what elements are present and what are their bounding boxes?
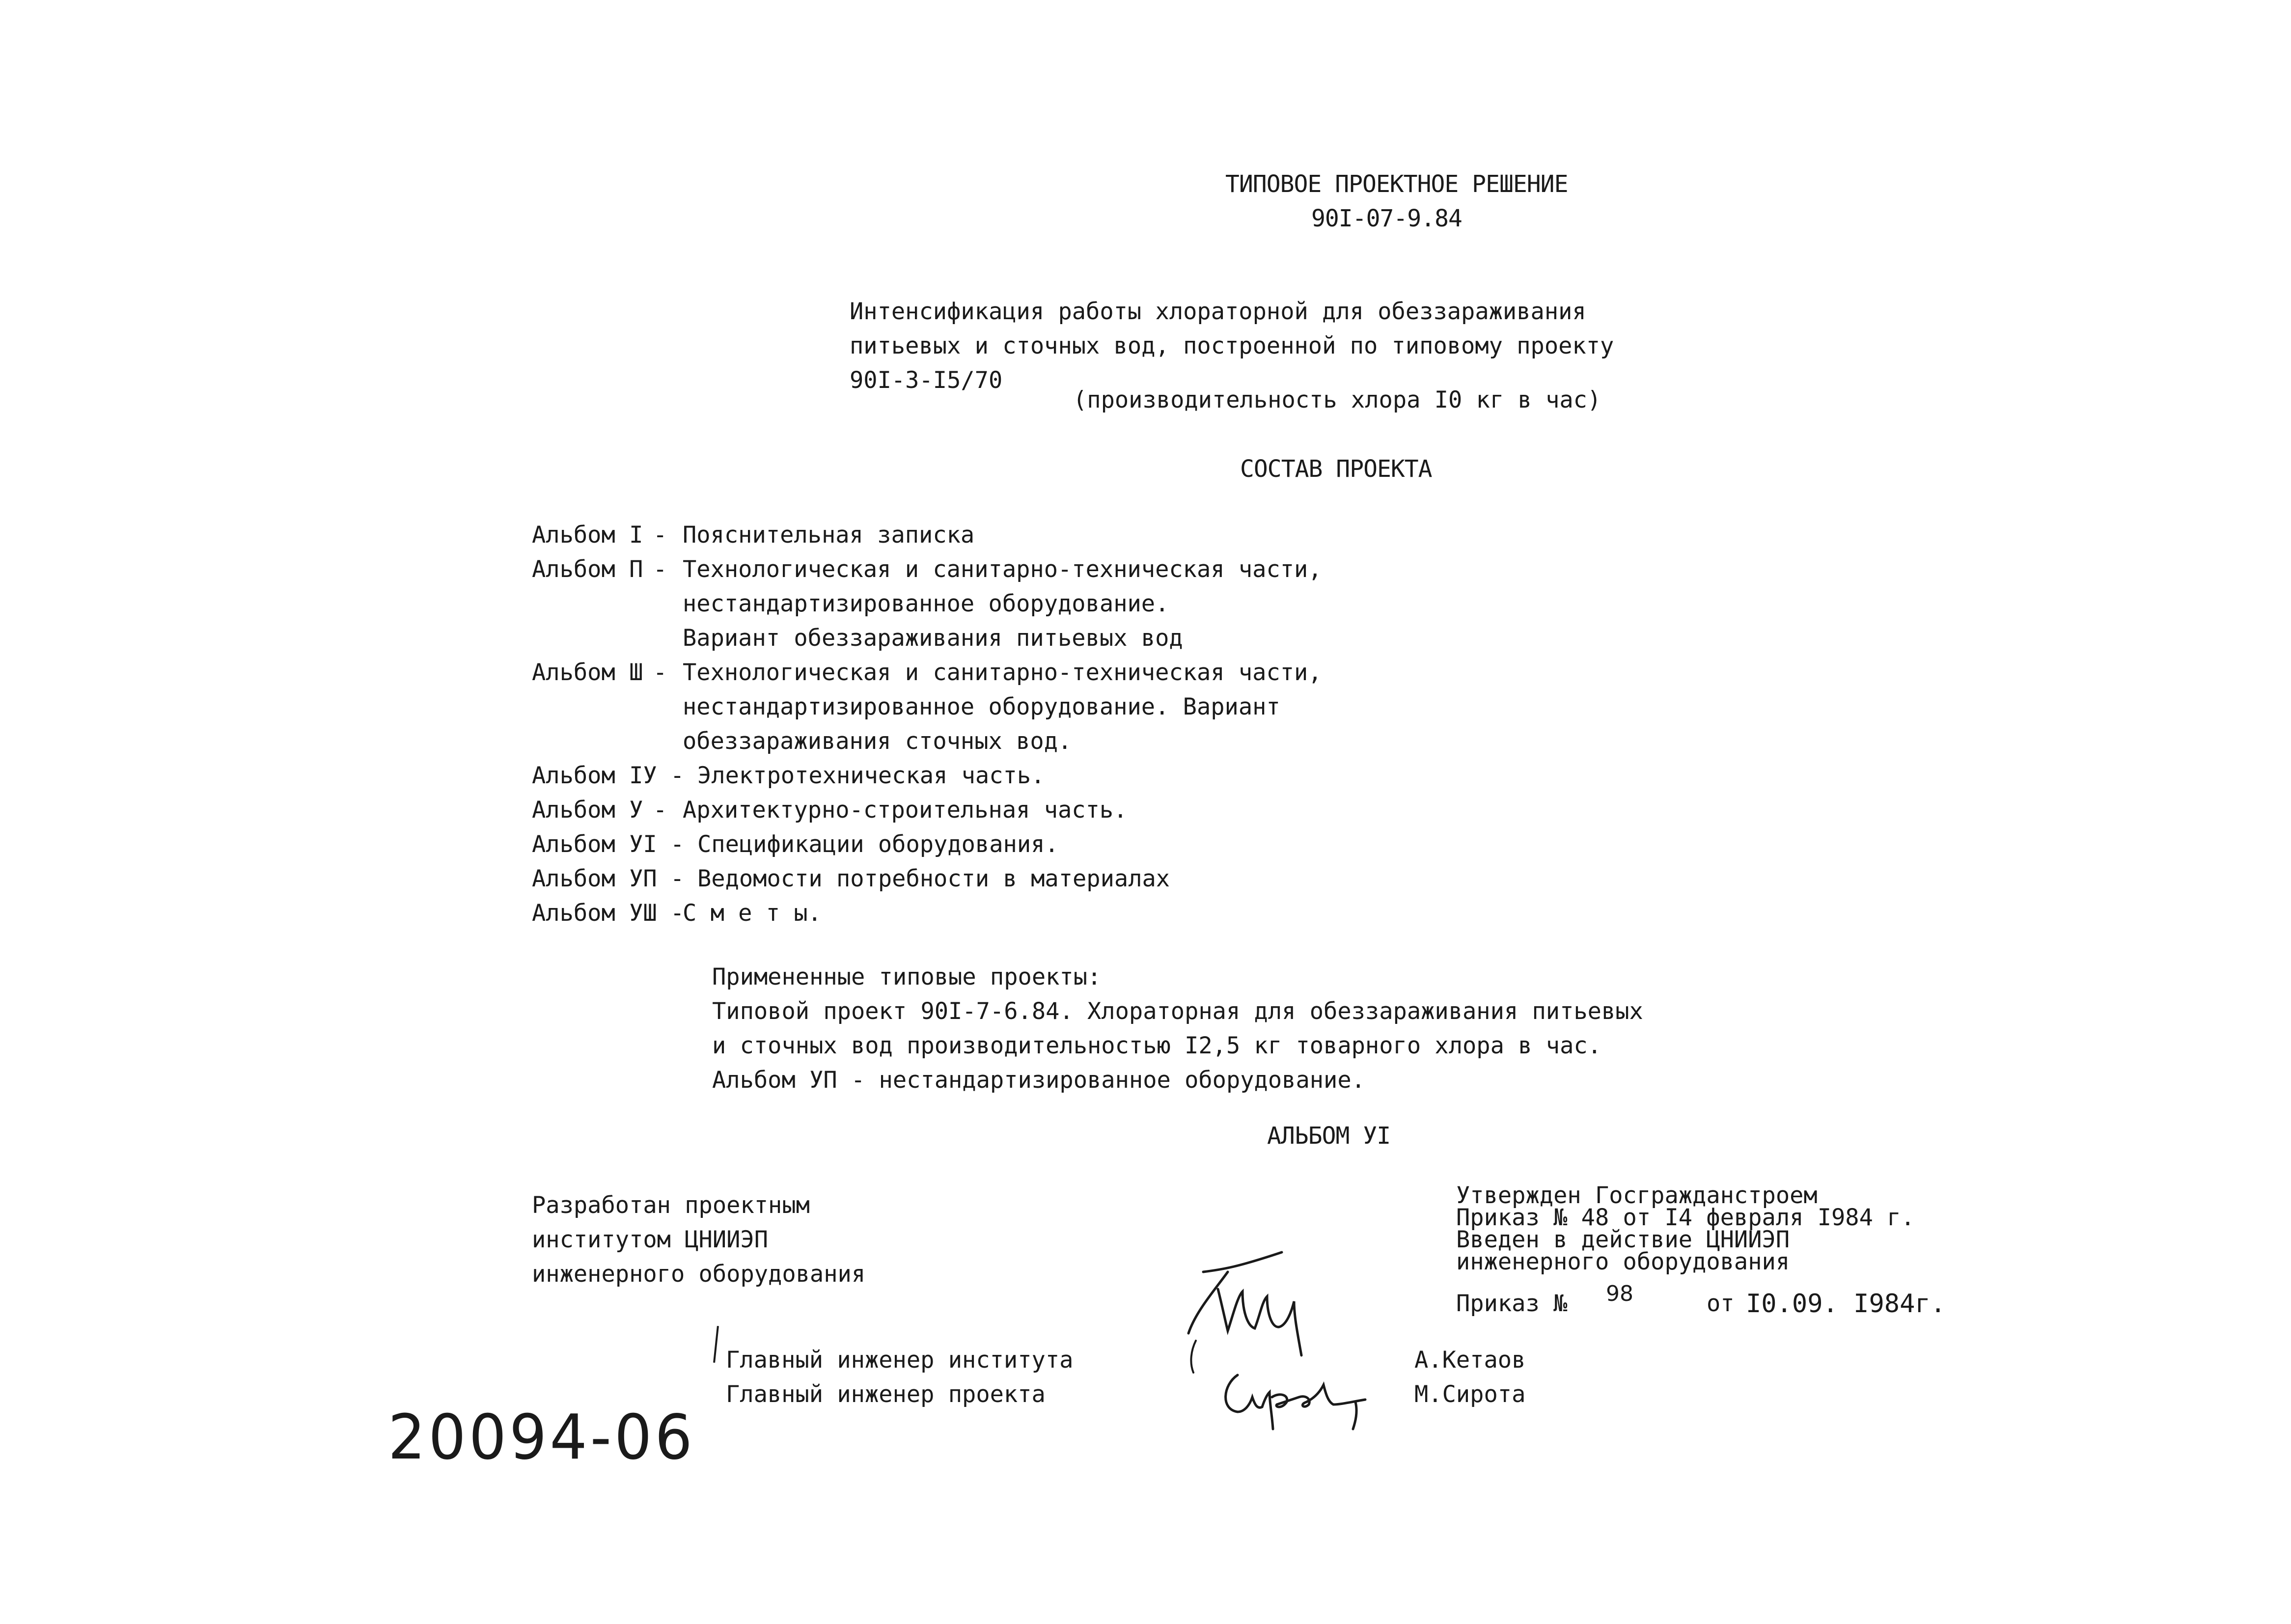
album-dash: - <box>653 556 667 583</box>
album-number: Альбом УI <box>532 831 657 858</box>
album-description: нестандартизированное оборудование. Вариант <box>683 693 1280 720</box>
album-number: Альбом У <box>532 797 643 824</box>
approval-line: Утвержден Госгражданстроем <box>1456 1182 1818 1209</box>
applied-projects-title: Примененные типовые проекты: <box>712 963 1102 991</box>
album-description: Спецификации оборудования. <box>697 831 1059 858</box>
album-number: Альбом П <box>532 556 643 583</box>
album-dash: - <box>670 762 685 789</box>
album-dash: - <box>653 797 667 824</box>
signature-role: Главный инженер проекта <box>726 1381 1046 1408</box>
approval-line: Приказ № 48 от I4 февраля I984 г. <box>1456 1204 1915 1231</box>
album-number: Альбом I <box>532 522 643 549</box>
applied-projects-line: Типовой проект 90I-7-6.84. Хлораторная для обеззараживания питьевых <box>712 998 1643 1025</box>
document-code: 90I-07-9.84 <box>1311 205 1462 232</box>
archive-stamp-code: 20094-06 <box>388 1402 695 1474</box>
album-description: Пояснительная записка <box>683 522 975 549</box>
album-dash: - <box>670 865 685 892</box>
project-capacity: (производительность хлора I0 кг в час) <box>1073 386 1601 413</box>
signature-name: А.Кетаов <box>1414 1347 1526 1374</box>
order-date: I0.09. I984г. <box>1746 1289 1946 1319</box>
order-number: 98 <box>1606 1281 1633 1306</box>
album-dash: - <box>670 831 685 858</box>
approval-line: Введен в действие ЦНИИЭП <box>1456 1226 1790 1253</box>
album-description: С м е т ы. <box>683 900 822 927</box>
album-description: Технологическая и санитарно-техническая части, <box>683 659 1322 686</box>
album-description: Ведомости потребности в материалах <box>697 865 1170 892</box>
album-dash: - <box>670 900 685 927</box>
order-prefix: Приказ № <box>1456 1290 1568 1317</box>
album-number: Альбом УШ <box>532 900 657 927</box>
composition-title: СОСТАВ ПРОЕКТА <box>1240 455 1432 483</box>
album-description: Технологическая и санитарно-техническая части, <box>683 556 1322 583</box>
album-description: Архитектурно-строительная часть. <box>683 797 1128 824</box>
developer-line: инженерного оборудования <box>532 1261 866 1288</box>
album-number: Альбом IУ <box>532 762 657 789</box>
album-dash: - <box>653 659 667 686</box>
margin-tick-mark <box>713 1326 719 1363</box>
album-description: Вариант обеззараживания питьевых вод <box>683 625 1183 652</box>
approval-line: инженерного оборудования <box>1456 1248 1790 1275</box>
handwritten-signature-sirota <box>1208 1355 1385 1434</box>
signature-name: М.Сирота <box>1414 1381 1526 1408</box>
signature-role: Главный инженер института <box>726 1347 1074 1374</box>
album-number: Альбом УП <box>532 865 657 892</box>
album-description: обеззараживания сточных вод. <box>683 728 1072 755</box>
project-description-line: питьевых и сточных вод, построенной по типовому проекту <box>850 332 1614 359</box>
developer-line: Разработан проектным <box>532 1192 810 1219</box>
applied-projects-line: Альбом УП - нестандартизированное оборудование. <box>712 1067 1365 1094</box>
developer-line: институтом ЦНИИЭП <box>532 1226 769 1253</box>
document-title: ТИПОВОЕ ПРОЕКТНОЕ РЕШЕНИЕ <box>1225 170 1568 198</box>
album-dash: - <box>653 522 667 549</box>
album-description: нестандартизированное оборудование. <box>683 590 1169 617</box>
order-date-prefix: от <box>1707 1290 1735 1317</box>
project-description-line: 90I-3-I5/70 <box>850 367 1003 394</box>
applied-projects-line: и сточных вод производительностью I2,5 кг товарного хлора в час. <box>712 1032 1601 1059</box>
project-description-line: Интенсификация работы хлораторной для обеззараживания <box>850 298 1586 325</box>
album-label: АЛЬБОМ УI <box>1267 1122 1391 1150</box>
album-description: Электротехническая часть. <box>697 762 1045 789</box>
album-number: Альбом Ш <box>532 659 643 686</box>
